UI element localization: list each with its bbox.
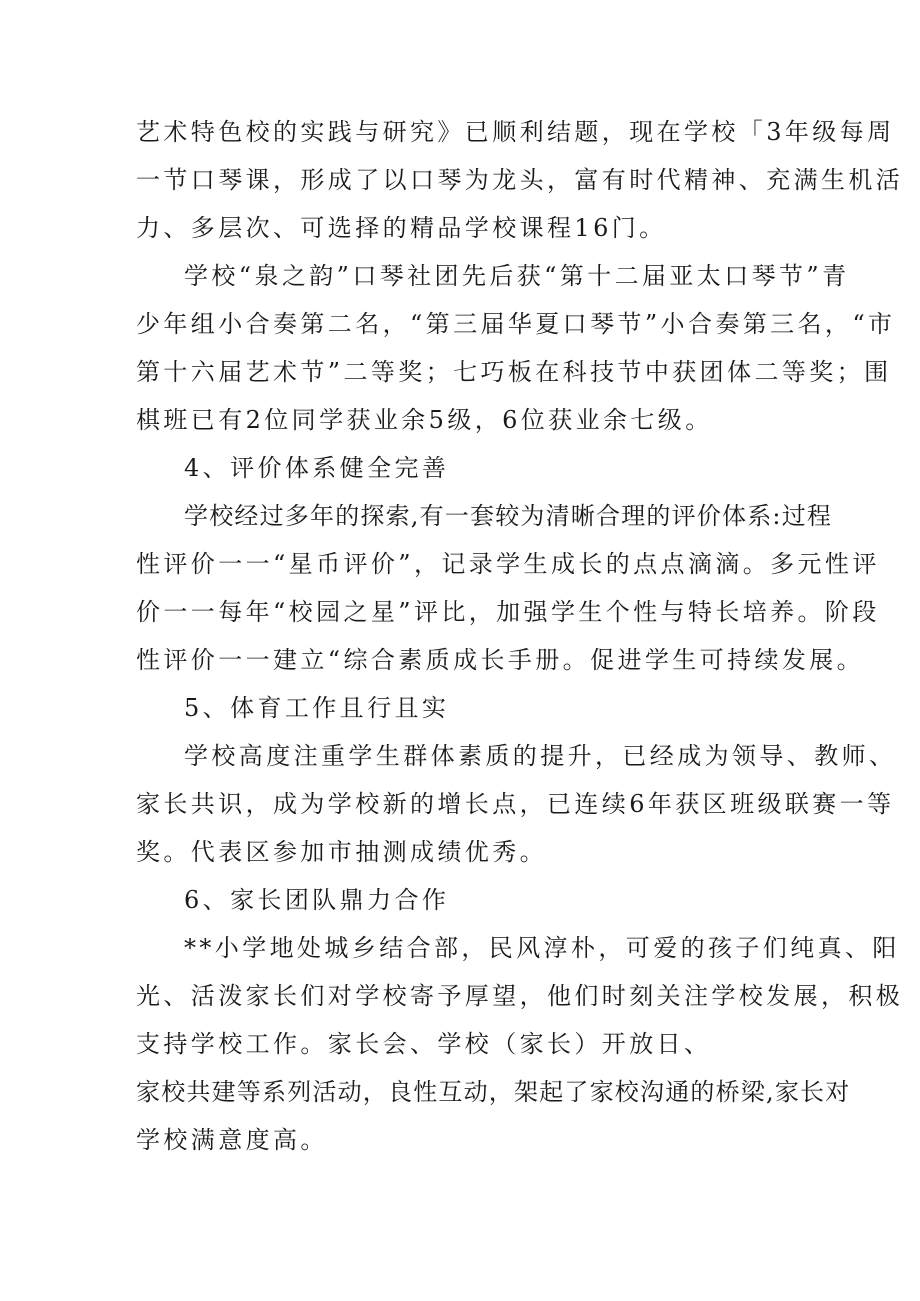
text-line: 学校高度注重学生群体素质的提升，已经成为领导、教师、	[184, 742, 897, 770]
text-line: 第十六届艺术节”二等奖；七巧板在科技节中获团体二等奖；围	[136, 358, 892, 386]
text-line: 一节口琴课，形成了以口琴为龙头，富有时代精神、充满生机活	[136, 166, 904, 194]
text-line: 家校共建等系列活动，良性互动，架起了家校沟通的桥梁,家长对	[136, 1078, 851, 1106]
text-line: 学校经过多年的探索,有一套较为清晰合理的评价体系:过程	[184, 502, 833, 530]
text-line: 光、活泼家长们对学校寄予厚望，他们时刻关注学校发展，积极	[136, 982, 904, 1010]
text-line: 价一一每年“校园之星”评比，加强学生个性与特长培养。阶段	[136, 598, 880, 626]
text-line: 性评价一一“星币评价”，记录学生成长的点点滴滴。多元性评	[136, 550, 880, 578]
text-line: 少年组小合奏第二名，“第三届华夏口琴节”小合奏第三名，“市	[136, 310, 896, 338]
text-line: 艺术特色校的实践与研究》已顺利结题，现在学校「3年级每周	[136, 118, 895, 146]
text-line: 力、多层次、可选择的精品学校课程16门。	[136, 214, 667, 242]
text-line: 家长共识，成为学校新的增长点，已连续6年获区班级联赛一等	[136, 790, 895, 818]
text-line: 支持学校工作。家长会、学校（家长）开放日、	[136, 1030, 712, 1058]
text-line: 性评价一一建立“综合素质成长手册。促进学生可持续发展。	[136, 646, 865, 674]
section-heading-evaluation: 4、评价体系健全完善	[184, 454, 450, 482]
section-heading-sports: 5、体育工作且行且实	[184, 694, 450, 722]
section-heading-parents: 6、家长团队鼎力合作	[184, 886, 450, 914]
text-line: 棋班已有2位同学获业余5级，6位获业余七级。	[136, 406, 713, 434]
text-line: **小学地处城乡结合部，民风淳朴，可爱的孩子们纯真、阳	[184, 934, 900, 962]
text-line: 学校满意度高。	[136, 1126, 328, 1154]
text-line: 奖。代表区参加市抽测成绩优秀。	[136, 838, 547, 866]
text-line: 学校“泉之韵”口琴社团先后获“第十二届亚太口琴节”青	[184, 262, 850, 290]
